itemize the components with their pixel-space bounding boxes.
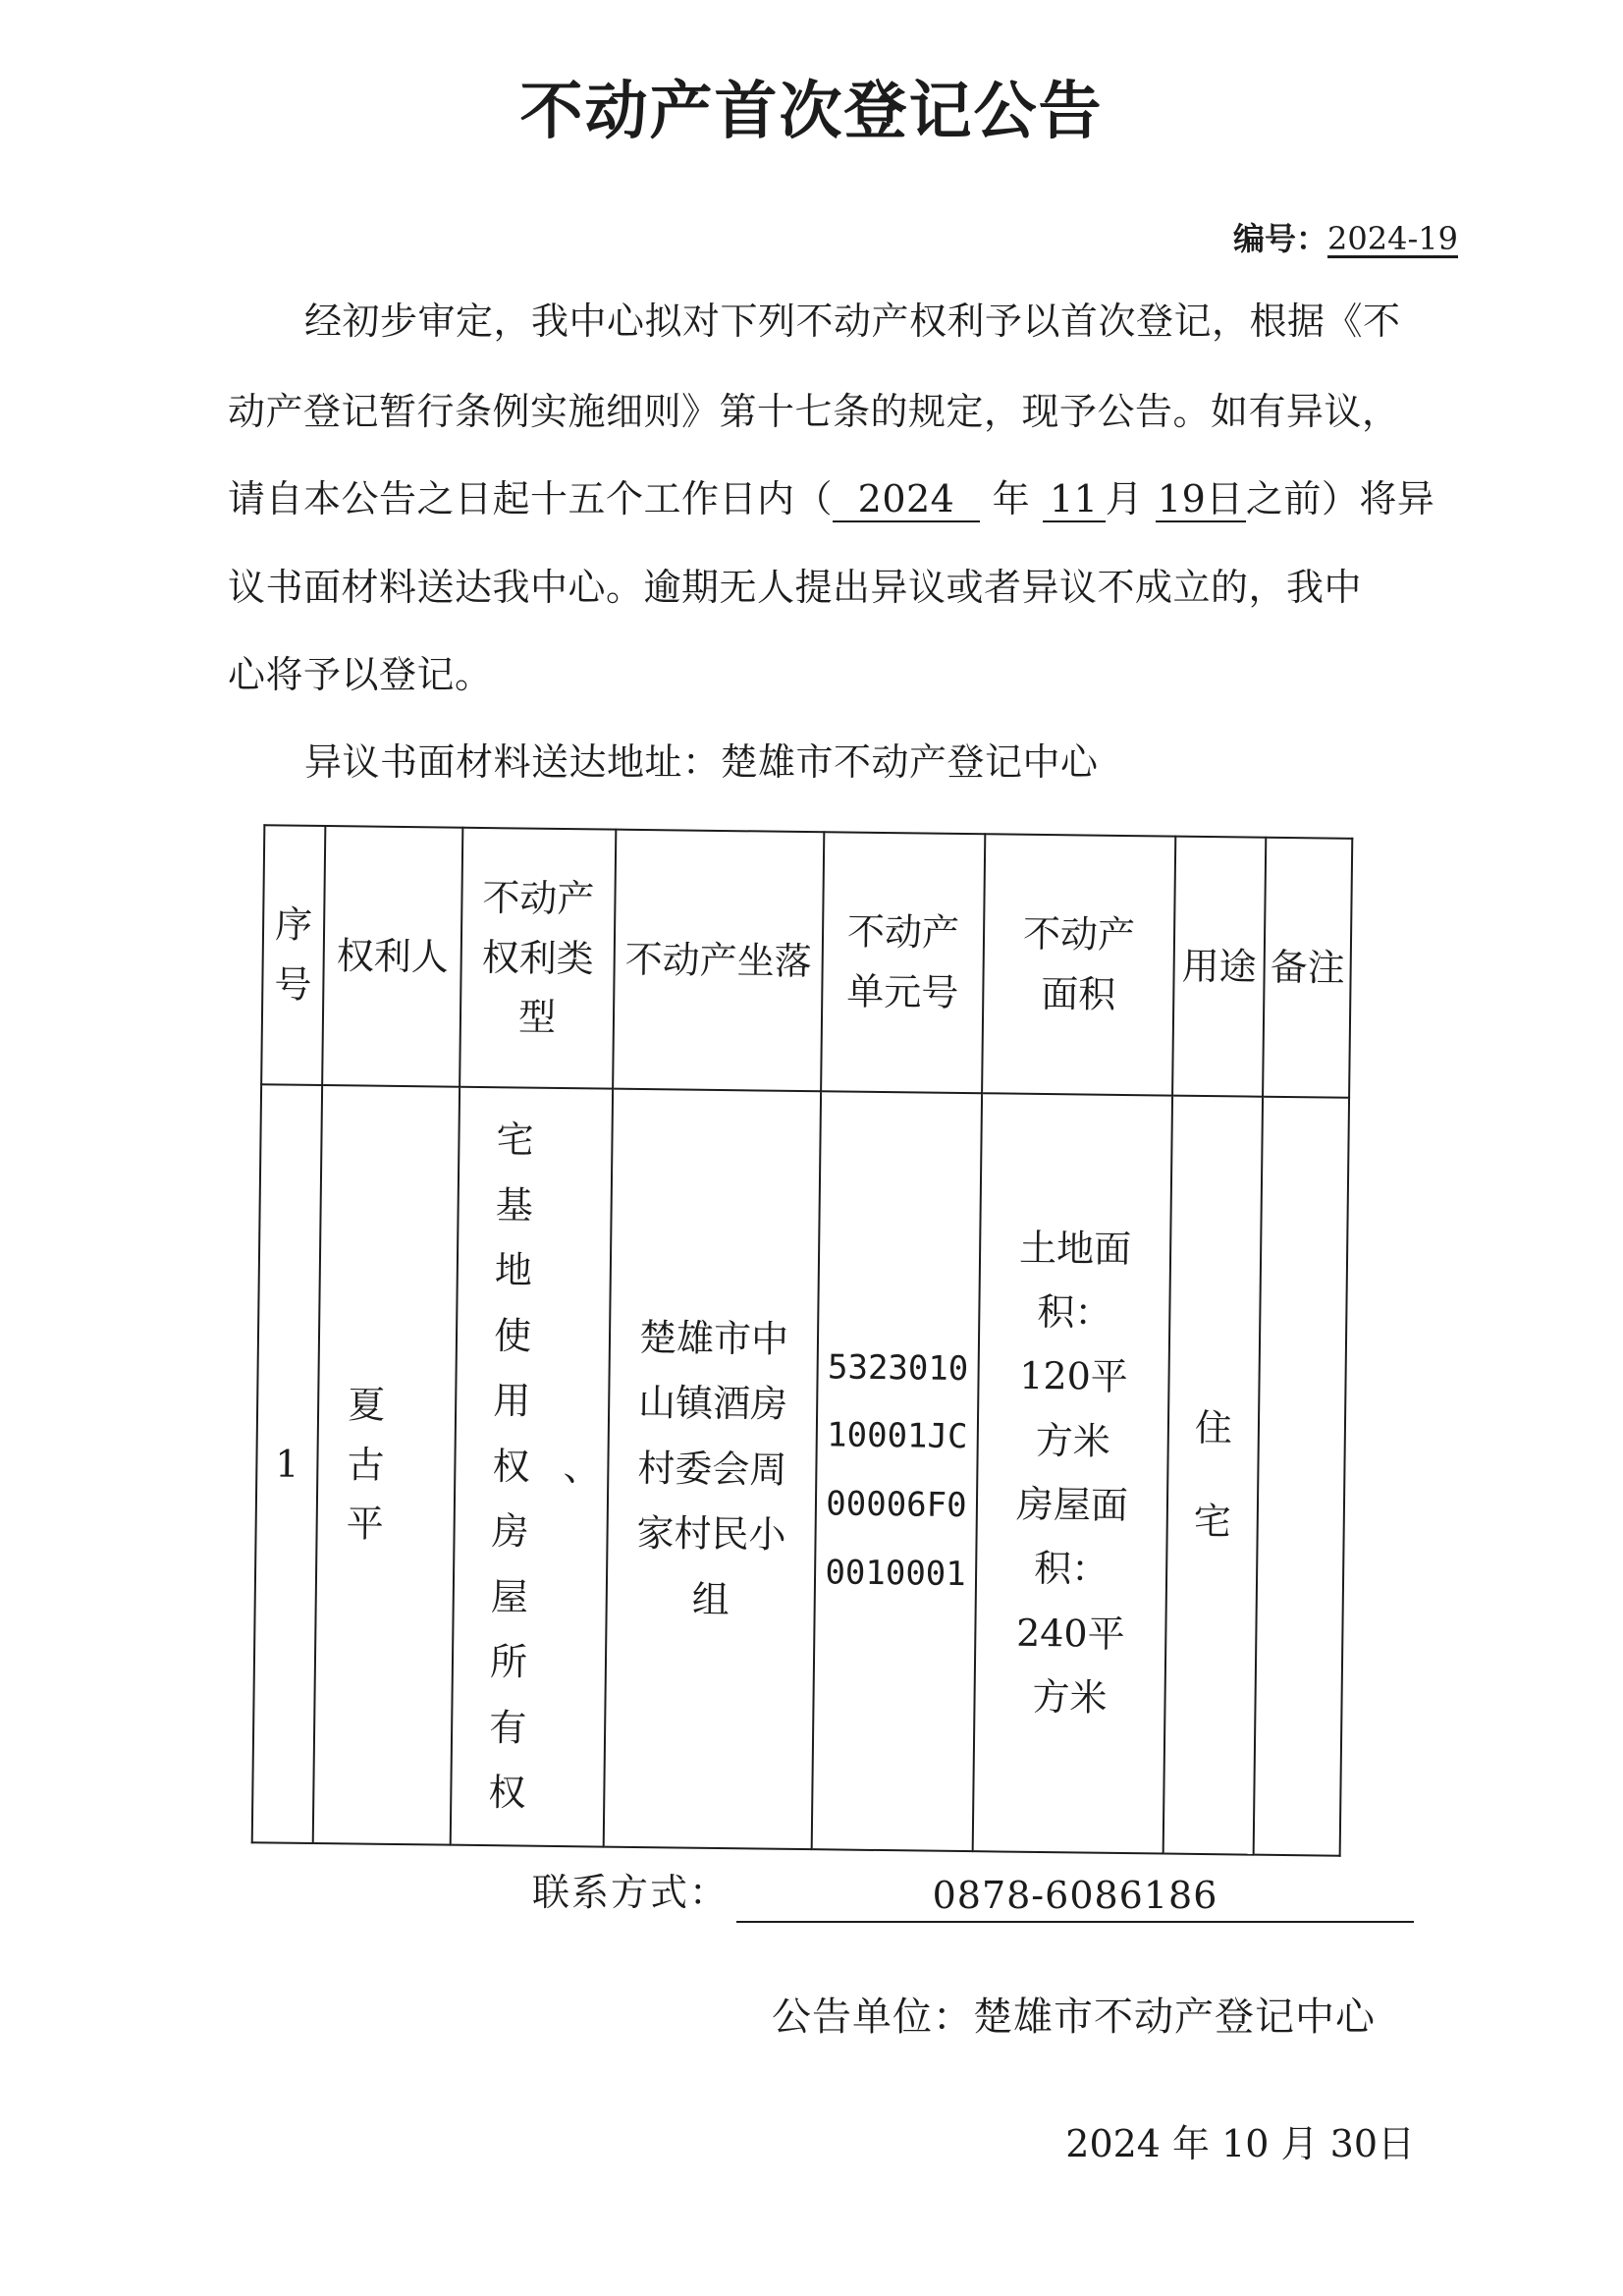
contact-underline: [736, 1921, 1414, 1923]
header-right-type: 不动产权利类型: [460, 828, 616, 1089]
address-value: 楚雄市不动产登记中心: [720, 740, 1099, 784]
body-line-1: 经初步审定，我中心拟对下列不动产权利予以首次登记，根据《不: [304, 300, 1401, 343]
contact-value: 0878-6086186: [932, 1874, 1218, 1917]
header-usage: 用途: [1172, 837, 1266, 1097]
deadline-year-unit: 年: [992, 477, 1031, 520]
registration-table-wrap: [251, 824, 1352, 1856]
cell-holder: 夏古平: [313, 1085, 460, 1845]
address-label: 异议书面材料送达地址：: [304, 740, 721, 784]
cell-unit-no: 532301010001JC00006F00010001: [812, 1091, 982, 1851]
cell-usage: 住宅: [1163, 1096, 1263, 1855]
issuer-label: 公告单位：: [772, 1995, 973, 2040]
registration-table: [251, 824, 1354, 1856]
issue-date: 2024 年 10 月 30日: [1065, 2122, 1415, 2165]
header-unit-no: 不动产单元号: [821, 832, 985, 1093]
body-line-3-suffix: 之前）将异: [1245, 477, 1435, 520]
cell-right-type: 宅基地使用权、房屋所有权: [451, 1087, 613, 1847]
body-line-5: 心将予以登记。: [228, 653, 493, 696]
table-header-row: [261, 825, 1352, 1098]
page-title: 不动产首次登记公告: [519, 76, 1104, 148]
doc-number: [1233, 214, 1458, 259]
deadline-month-unit: 月: [1105, 477, 1144, 520]
doc-number-label: 编号：: [1233, 220, 1328, 257]
cell-area-house: 房屋面积：240平方米: [1015, 1482, 1129, 1720]
cell-location: 楚雄市中山镇酒房村委会周家村民小组: [604, 1089, 821, 1850]
header-seq: 序号: [261, 825, 325, 1085]
issuer-value: 楚雄市不动产登记中心: [973, 1995, 1376, 2040]
table-row: [252, 1084, 1349, 1855]
body-line-4: 议书面材料送达我中心。逾期无人提出异议或者异议不成立的，我中: [228, 566, 1363, 609]
header-remark: 备注: [1263, 838, 1352, 1098]
body-line-2: 动产登记暂行条例实施细则》第十七条的规定，现予公告。如有异议，: [228, 390, 1400, 433]
address-line: [304, 732, 1099, 786]
header-holder: 权利人: [322, 826, 462, 1087]
deadline-day: 19日: [1156, 479, 1246, 522]
deadline-year: 2024: [833, 479, 980, 522]
body-line-3: [228, 468, 1434, 522]
deadline-month: 11: [1043, 479, 1106, 522]
body-line-3-prefix: 请自本公告之日起十五个工作日内（: [228, 477, 834, 520]
cell-area: [973, 1093, 1172, 1853]
doc-number-value: 2024-19: [1327, 220, 1458, 257]
issuer: [772, 1986, 1376, 2042]
header-location: 不动产坐落: [613, 830, 824, 1092]
cell-seq: 1: [252, 1084, 322, 1843]
contact-label: 联系方式：: [532, 1871, 730, 1914]
cell-area-land: 土地面积：120平方米: [1018, 1226, 1132, 1463]
header-area: 不动产面积: [982, 834, 1175, 1095]
cell-remark: [1254, 1097, 1349, 1856]
